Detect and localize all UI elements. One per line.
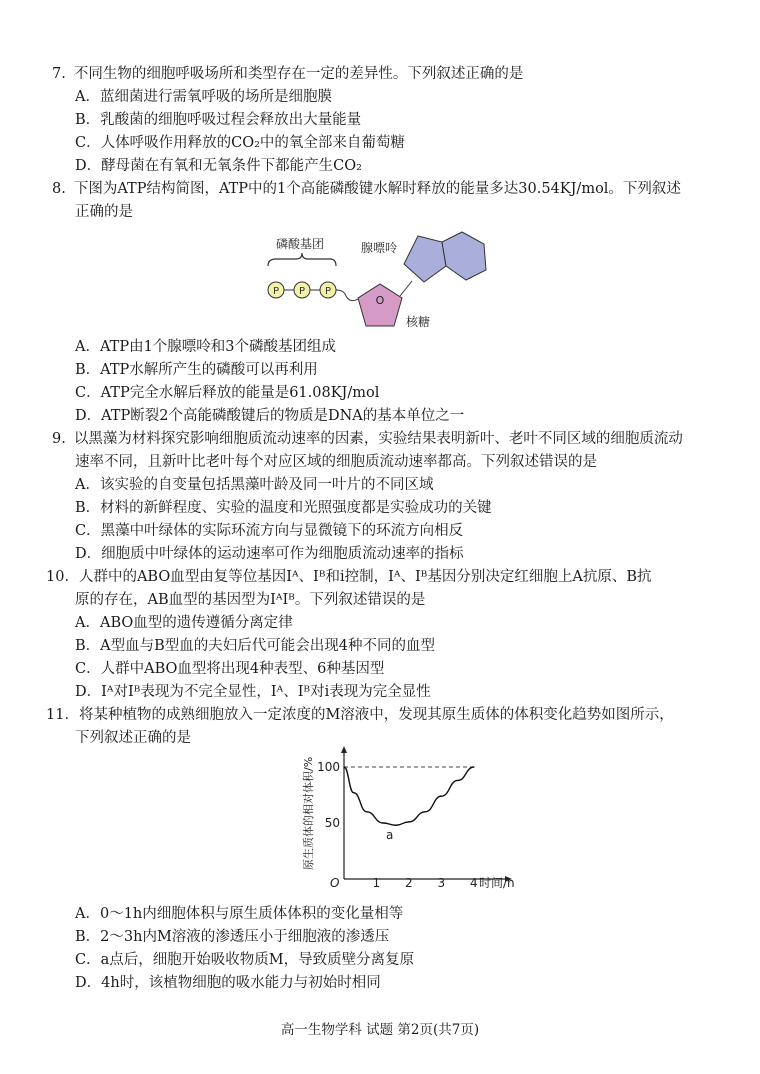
q11-option-d: D．4h时，该植物细胞的吸水能力与初始时相同: [75, 975, 381, 991]
chart-origin-label: O: [330, 876, 340, 890]
ribose-label: 核糖: [406, 315, 431, 329]
adenine-hexagon-ring: [442, 232, 486, 280]
phosphate-ribose-link: [336, 290, 360, 301]
question-8-stem: 8. 下图为ATP结构简图，ATP中的1个高能磷酸键水解时释放的能量多达30.54KJ/mol。下列叙述: [52, 181, 681, 197]
q7-option-a: A．蓝细菌进行需氧呼吸的场所是细胞膜: [75, 89, 332, 105]
chart-data-point: [366, 811, 367, 812]
chart-x-tick-label: 3: [437, 876, 446, 890]
chart-x-tick-label: 4: [470, 876, 478, 890]
q10-option-c: C．人群中ABO血型将出现4种表型、6种基因型: [75, 661, 385, 677]
p-label-3: P: [324, 286, 332, 297]
q9-option-d: D．细胞质中叶绿体的运动速率可作为细胞质流动速率的指标: [75, 546, 464, 562]
q9-option-b: B．材料的新鲜程度、实验的温度和光照强度都是实验成功的关键: [75, 500, 492, 516]
chart-series-line: [344, 767, 474, 825]
phosphate-group-label: 磷酸基团: [276, 237, 325, 251]
chart-data-point: [457, 780, 458, 781]
question-9-stem-cont: 速率不同，且新叶比老叶每个对应区域的细胞质流动速率都高。下列叙述错误的是: [75, 454, 597, 470]
chart-data-point: [473, 766, 474, 767]
chart-y-tick-label: 100: [317, 760, 340, 774]
q9-option-a: A．该实验的自变量包括黑藻叶龄及同一叶片的不同区域: [75, 477, 434, 493]
page-footer: 高一生物学科 试题 第2页(共7页): [280, 1022, 480, 1038]
chart-y-axis-label: 原生质体的相对体积/%: [302, 756, 315, 870]
glycosidic-bond: [400, 281, 412, 296]
chart-y-axis-arrow: [341, 746, 347, 753]
chart-x-tick-label: 2: [405, 876, 413, 890]
q11-option-c: C．a点后，细胞开始吸收物质M，导致质壁分离复原: [75, 952, 415, 968]
q10-option-a: A．ABO血型的遗传遵循分离定律: [75, 615, 293, 631]
q11-option-b: B．2～3h内M溶液的渗透压小于细胞液的渗透压: [75, 929, 390, 945]
q8-option-a: A．ATP由1个腺嘌呤和3个磷酸基团组成: [75, 339, 337, 355]
adenine-pentagon-ring: [404, 236, 446, 282]
chart-data-point: [425, 811, 426, 812]
q7-option-d: D．酵母菌在有氧和无氧条件下都能产生CO₂: [75, 158, 362, 174]
chart-point-a-label: a: [386, 828, 394, 843]
question-11-stem: 11．将某种植物的成熟细胞放入一定浓度的M溶液中，发现其原生质体的体积变化趋势如图所示，: [46, 707, 674, 723]
question-7-stem: 7. 不同生物的细胞呼吸场所和类型存在一定的差异性。下列叙述正确的是: [52, 66, 524, 82]
question-9-stem: 9. 以黑藻为材料探究影响细胞质流动速率的因素，实验结果表明新叶、老叶不同区域的细胞质流动: [52, 431, 683, 447]
chart-x-tick-label: 1: [372, 876, 381, 890]
chart-data-point: [353, 792, 354, 793]
q10-option-b: B．A型血与B型血的夫妇后代可能会出现4种不同的血型: [75, 638, 436, 654]
q7-option-b: B．乳酸菌的细胞呼吸过程会释放出大量能量: [75, 112, 362, 128]
chart-data-point: [395, 825, 396, 826]
question-11-stem-cont: 下列叙述正确的是: [75, 730, 191, 746]
q8-option-b: B．ATP水解所产生的磷酸可以再利用: [75, 362, 318, 378]
q10-option-d: D．Iᴬ对Iᴮ表现为不完全显性，Iᴬ、Iᴮ对i表现为完全显性: [75, 684, 431, 700]
q8-option-c: C．ATP完全水解后释放的能量是61.08KJ/mol: [75, 385, 380, 401]
q7-option-c: C．人体呼吸作用释放的CO₂中的氧全部来自葡萄糖: [75, 135, 405, 151]
protoplast-volume-chart: [296, 744, 526, 894]
p-label-2: P: [298, 286, 306, 297]
p-label-1: P: [272, 286, 280, 297]
q11-option-a: A．0～1h内细胞体积与原生质体体积的变化量相等: [75, 906, 404, 922]
phosphate-brace: [268, 253, 336, 266]
chart-x-axis-label: 时间/h: [479, 876, 515, 890]
atp-structure-diagram: [262, 226, 500, 336]
chart-data-point: [343, 766, 344, 767]
chart-y-tick-label: 50: [324, 816, 340, 830]
q8-option-d: D．ATP断裂2个高能磷酸键后的物质是DNA的基本单位之一: [75, 408, 465, 424]
adenine-label: 腺嘌呤: [361, 241, 398, 255]
chart-data-point: [441, 796, 442, 797]
chart-data-point: [382, 822, 383, 823]
chart-data-point: [408, 821, 409, 822]
question-10-stem-cont: 原的存在，AB血型的基因型为IᴬIᴮ。下列叙述错误的是: [75, 592, 426, 608]
q9-option-c: C．黑藻中叶绿体的实际环流方向与显微镜下的环流方向相反: [75, 523, 464, 539]
question-8-stem-cont: 正确的是: [75, 204, 133, 220]
question-10-stem: 10．人群中的ABO血型由复等位基因Iᴬ、Iᴮ和i控制，Iᴬ、Iᴮ基因分别决定红细胞上A抗原、B抗: [46, 569, 652, 585]
ring-oxygen-label: O: [375, 294, 385, 307]
